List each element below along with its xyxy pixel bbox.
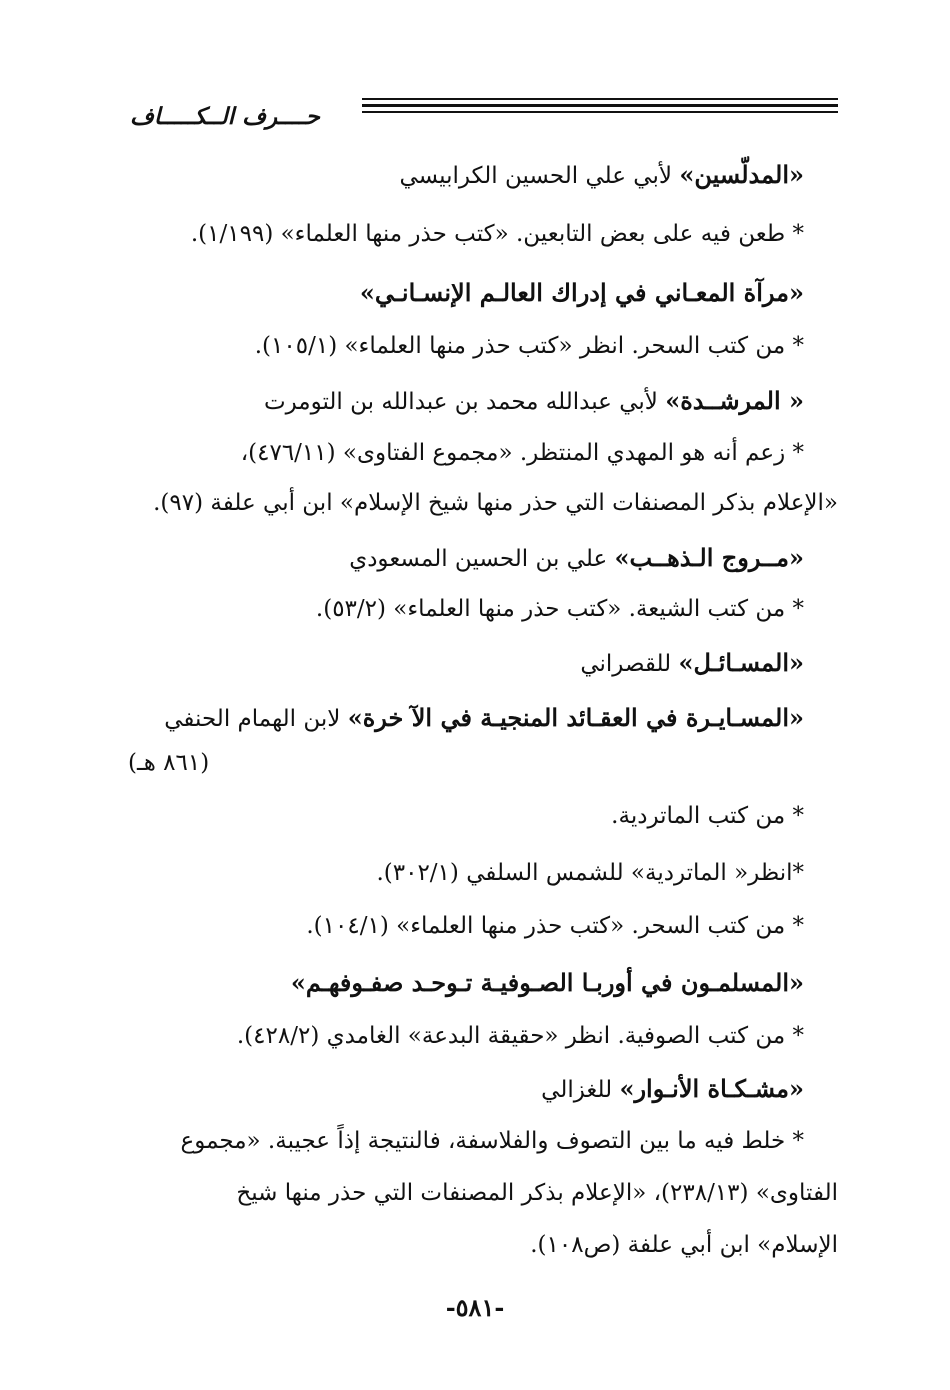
entry-note: * من كتب الماتردية. bbox=[611, 803, 804, 829]
header-rule bbox=[362, 111, 838, 113]
page-number: -٥٨١- bbox=[445, 1293, 505, 1322]
entry-note: الإسلام» ابن أبي علفة (ص١٠٨). bbox=[530, 1232, 838, 1258]
book-author: لأبي عبدالله محمد بن عبدالله بن التومرت bbox=[263, 389, 666, 415]
book-title: « المرشــدة» bbox=[665, 386, 804, 415]
entry-note: * زعم أنه هو المهدي المنتظر. «مجموع الفتاوى» (٤٧٦/١١)، bbox=[240, 440, 804, 466]
entry-heading bbox=[128, 160, 804, 189]
book-title: «المسـايـرة في العقـائد المنجيـة في الآ خرة» bbox=[347, 703, 804, 732]
entry-heading bbox=[128, 1074, 804, 1103]
book-title: «المسلمـون في أوربـا الصـوفيـة تـوحـد صفـوفهـم» bbox=[290, 968, 804, 997]
book-author: للقصراني bbox=[580, 651, 679, 677]
book-author: علي بن الحسين المسعودي bbox=[349, 546, 615, 572]
chapter-title: حــــرف الــكـــــاف bbox=[130, 103, 320, 130]
header-rule bbox=[362, 104, 838, 107]
book-author: لأبي علي الحسين الكرابيسي bbox=[399, 163, 680, 189]
book-title: «مرآة المعـاني في إدراك العالـم الإنسـانـي» bbox=[359, 278, 804, 307]
entry-note: (٨٦١ هـ) bbox=[128, 750, 210, 776]
entry-heading bbox=[128, 968, 804, 997]
entry-note: * من كتب السحر. «كتب حذر منها العلماء» (١٠٤/١). bbox=[306, 913, 804, 939]
entry-heading bbox=[128, 703, 804, 732]
book-title: «المسـائـل» bbox=[678, 648, 804, 677]
entry-heading bbox=[128, 386, 804, 415]
entry-note: * من كتب الصوفية. انظر «حقيقة البدعة» الغامدي (٤٢٨/٢). bbox=[236, 1023, 804, 1049]
entry-note: * طعن فيه على بعض التابعين. «كتب حذر منها العلماء» (١/١٩٩). bbox=[190, 221, 804, 247]
entry-note: * من كتب السحر. انظر «كتب حذر منها العلماء» (١٠٥/١). bbox=[254, 333, 804, 359]
page-header bbox=[0, 0, 950, 140]
book-title: «المدلّسين» bbox=[679, 160, 804, 189]
entry-note: الفتاوى» (٢٣٨/١٣)، «الإعلام بذكر المصنفات التي حذر منها شيخ bbox=[236, 1180, 838, 1206]
entry-heading bbox=[128, 278, 804, 307]
book-title: «مشـكـاة الأنـوار» bbox=[619, 1074, 804, 1103]
entry-heading bbox=[128, 543, 804, 572]
page-body bbox=[128, 150, 838, 1270]
book-author: للغزالي bbox=[541, 1077, 620, 1103]
entry-note: «الإعلام بذكر المصنفات التي حذر منها شيخ الإسلام» ابن أبي علفة (٩٧). bbox=[153, 490, 838, 516]
entry-note: * خلط فيه ما بين التصوف والفلاسفة، فالنتيجة إذاً عجيبة. «مجموع bbox=[180, 1128, 804, 1154]
book-title: «مــروج الـذهــب» bbox=[614, 543, 804, 572]
entry-note: *انظر« الماتردية» للشمس السلفي (٣٠٢/١). bbox=[376, 860, 804, 886]
book-author: لابن الهمام الحنفي bbox=[164, 706, 348, 732]
header-rule bbox=[362, 98, 838, 100]
entry-heading bbox=[128, 648, 804, 677]
entry-note: * من كتب الشيعة. «كتب حذر منها العلماء» (٥٣/٢). bbox=[315, 596, 804, 622]
